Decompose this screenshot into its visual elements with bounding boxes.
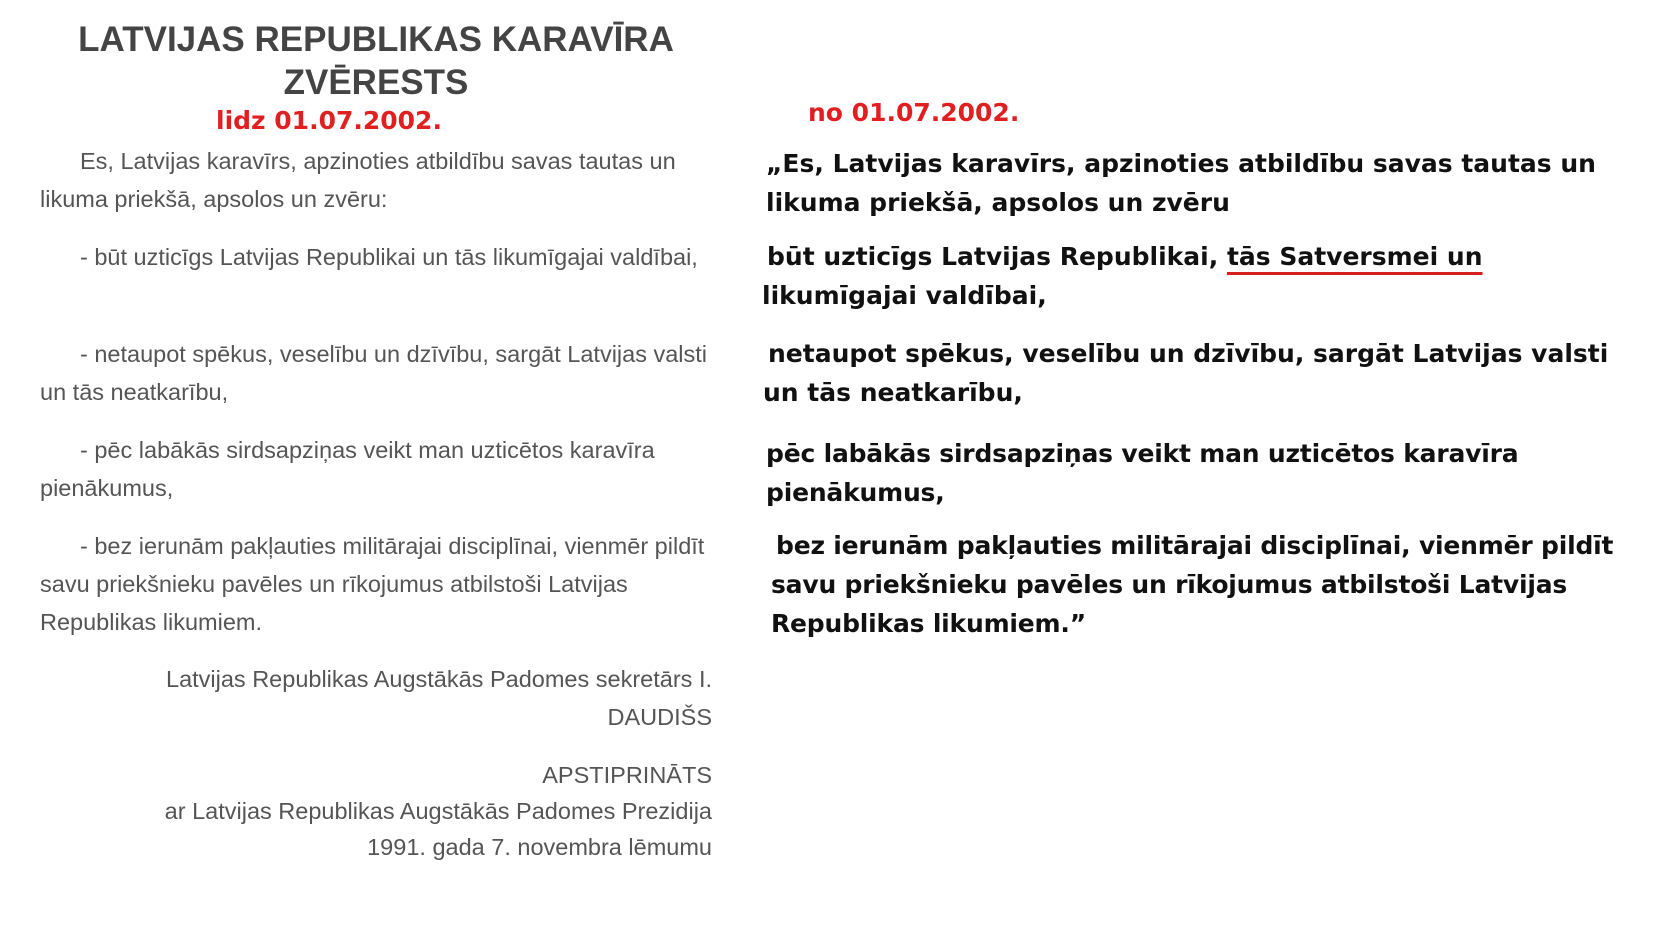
approved-line-2: 1991. gada 7. novembra lēmumu bbox=[367, 834, 712, 860]
document-title: LATVIJAS REPUBLIKAS KARAVĪRA ZVĒRESTS bbox=[78, 20, 674, 102]
new-item-1-before: būt uzticīgs Latvijas Republikai, bbox=[767, 242, 1227, 271]
new-item-4 bbox=[771, 526, 1651, 643]
new-item-2 bbox=[763, 334, 1643, 412]
new-date-label: no 01.07.2002. bbox=[808, 98, 1020, 127]
old-item-1-text: - būt uzticīgs Latvijas Republikai un tās likumīgajai valdībai, bbox=[80, 244, 698, 270]
new-item-1 bbox=[762, 237, 1642, 315]
old-item-4-text: - bez ierunām pakļauties militārajai disciplīnai, vienmēr pildīt savu priekšnieku pavēles un rīkojumus atbilstoši Latvijas Republikas likumiem. bbox=[40, 533, 705, 635]
old-date-label: lidz 01.07.2002. bbox=[216, 106, 442, 135]
old-intro bbox=[40, 142, 712, 218]
old-item-3-text: - pēc labākās sirdsapziņas veikt man uzticētos karavīra pienākumus, bbox=[40, 437, 655, 501]
old-item-3 bbox=[40, 431, 712, 507]
old-item-2-text: - netaupot spēkus, veselību un dzīvību, sargāt Latvijas valsti un tās neatkarību, bbox=[40, 341, 708, 405]
old-intro-text: Es, Latvijas karavīrs, apzinoties atbildību savas tautas un likuma priekšā, apsolos un zvēru: bbox=[40, 148, 676, 212]
new-item-1-highlight: tās Satversmei un bbox=[1226, 242, 1483, 271]
new-intro: „Es, Latvijas karavīrs, apzinoties atbildību savas tautas un likuma priekšā, apsolos un zvēru bbox=[766, 149, 1596, 217]
new-item-4-text: bez ierunām pakļauties militārajai disciplīnai, vienmēr pildīt savu priekšnieku pavēles un rīkojumus atbilstoši Latvijas Republikas likumiem.” bbox=[771, 531, 1614, 638]
old-item-1 bbox=[40, 238, 712, 276]
approved-line-1: ar Latvijas Republikas Augstākās Padomes Prezidija bbox=[164, 798, 712, 824]
approved-heading: APSTIPRINĀTS bbox=[542, 762, 712, 788]
new-item-2-text: netaupot spēkus, veselību un dzīvību, sargāt Latvijas valsti un tās neatkarību, bbox=[763, 339, 1609, 407]
old-item-4 bbox=[40, 527, 712, 641]
signature: Latvijas Republikas Augstākās Padomes sekretārs I. DAUDIŠS bbox=[166, 666, 712, 730]
new-item-3: pēc labākās sirdsapziņas veikt man uzticētos karavīra pienākumus, bbox=[766, 439, 1519, 507]
old-item-2 bbox=[40, 335, 712, 411]
new-item-1-after: likumīgajai valdībai, bbox=[762, 281, 1047, 310]
old-oath-column bbox=[40, 0, 712, 860]
